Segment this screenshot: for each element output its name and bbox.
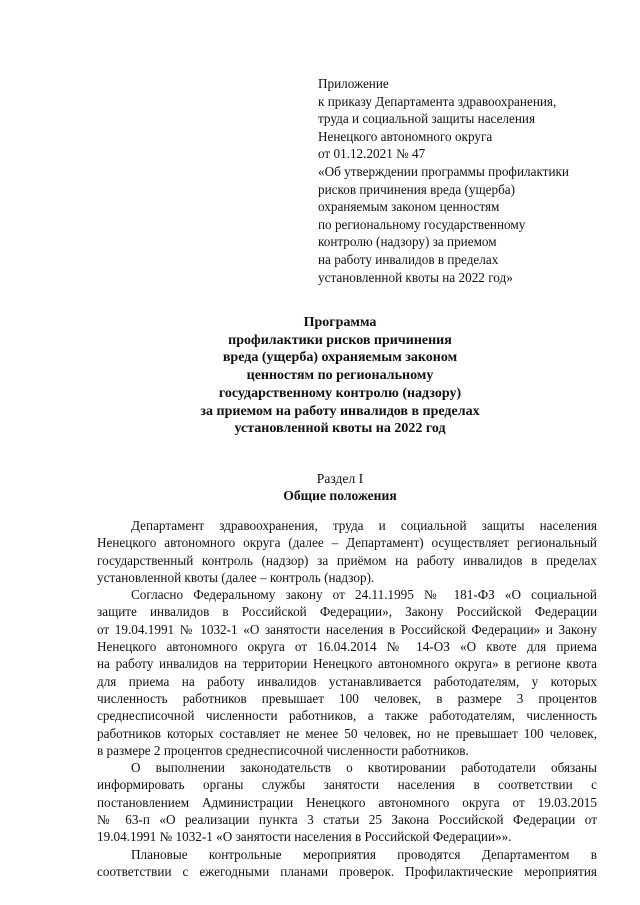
title-line: установленной квоты на 2022 год [234,421,446,437]
appendix-line: к приказу Департамента здравоохранения, [318,93,557,109]
body-line: в размере 2 процентов среднесписочной численности работников. [97,742,469,758]
body-line: установленной квоты (далее – контроль (надзор). [97,569,375,585]
document-title [60,314,620,438]
appendix-line: от 01.12.2021 № 47 [318,146,426,162]
body-line: Ненецкого автономного округа (далее – Департамент) осуществляет региональный [97,535,597,551]
body-text [97,517,597,880]
appendix-line: «Об утверждении программы профилактики [318,163,569,179]
paragraph [97,759,597,845]
appendix-line: Приложение [318,76,389,91]
appendix-line: на работу инвалидов в пределах [318,251,499,267]
paragraph [97,846,597,881]
appendix-line: охраняемым законом ценностям [318,199,500,215]
appendix-header [318,75,618,286]
section-number: Раздел I [316,471,364,486]
body-line: Согласно Федеральному закону от 24.11.1995 № 181-ФЗ «О социальной [131,587,597,603]
body-line: постановлением Администрации Ненецкого автономного округа от 19.03.2015 [97,794,597,810]
body-line: 19.04.1991 № 1032-1 «О занятости населения в Российской Федерации»». [97,829,512,845]
section-title: Общие положения [283,488,397,503]
title-line: вреда (ущерба) охраняемым законом [222,350,458,366]
body-line: Ненецкого автономного округа от 16.04.2014 № 14-ОЗ «О квоте для приема [97,639,597,655]
title-line: государственному контролю (надзору) [218,385,462,401]
appendix-line: по региональному государственному [318,216,526,232]
title-line: за приемом на работу инвалидов в пределах [200,403,480,419]
appendix-line: Ненецкого автономного округа [318,128,493,144]
body-line: Плановые контрольные мероприятия проводятся Департаментом в [131,846,597,862]
body-line: информировать органы службы занятости населения в соответствии с [97,777,597,793]
appendix-line: рисков причинения вреда (ущерба) [318,181,516,197]
body-line: защите инвалидов в Российской Федерации», Закону Российской Федерации [97,604,597,620]
appendix-line: контролю (надзору) за приемом [318,234,497,250]
title-line: Программа [303,315,377,330]
body-line: среднесписочной численности работников, а также работодателям, численность [97,708,597,724]
body-line: на работу инвалидов на территории Ненецкого автономного округа» в регионе квота [97,656,597,672]
body-line: от 19.04.1991 № 1032-1 «О занятости населения в Российской Федерации» и Закону [97,621,597,637]
paragraph [97,517,597,586]
body-line: государственный контроль (надзор) за приёмом на работу инвалидов в пределах [97,552,597,568]
appendix-line: труда и социальной защиты населения [318,111,536,127]
paragraph [97,586,597,759]
title-line: ценностям по региональному [246,368,434,384]
body-line: О выполнении законодательств о квотировании работодатели обязаны [131,760,597,776]
appendix-line: установленной квоты на 2022 год» [318,269,513,285]
body-line: Департамент здравоохранения, труда и социальной защиты населения [131,518,597,533]
body-line: работников которых составляет не менее 50 человек, но не превышает 100 человек, [97,725,597,741]
body-line: № 63-п «О реализации пункта 3 статьи 25 Закона Российской Федерации от [97,812,597,828]
body-line: численность работников превышает 100 человек, в размере 3 процентов [97,690,597,706]
body-line: для приема на работу инвалидов устанавливается работодателям, у которых [97,673,597,689]
body-line: соответствии с ежегодными планами проверок. Профилактические мероприятия [97,863,597,879]
title-line: профилактики рисков причинения [228,332,452,348]
